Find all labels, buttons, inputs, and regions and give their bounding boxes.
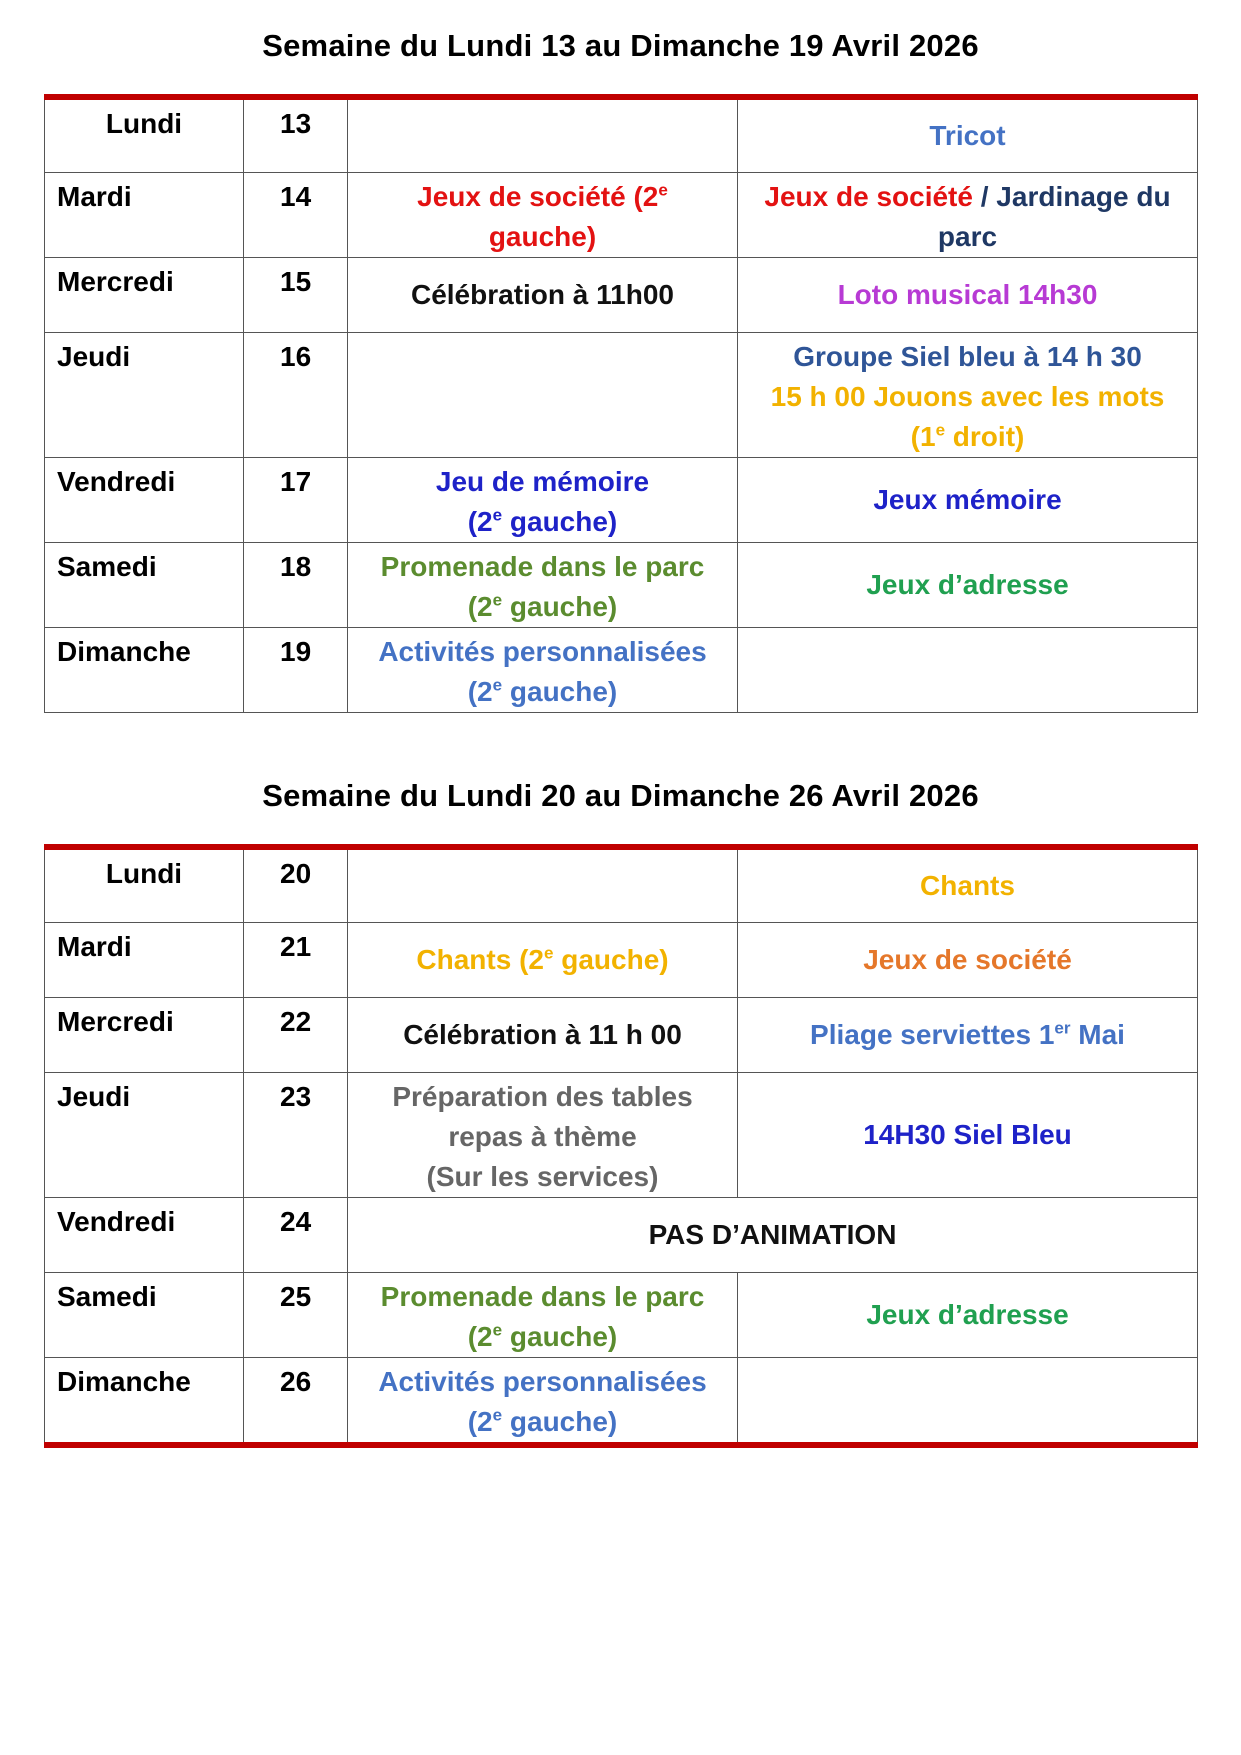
- date-cell: 13: [244, 97, 348, 172]
- morning-activity-cell: [348, 1272, 738, 1357]
- week-1-title: Semaine du Lundi 13 au Dimanche 19 Avril 2026: [262, 28, 979, 63]
- day-cell: Vendredi: [45, 1197, 244, 1272]
- activity-text: 14H30 Siel Bleu: [863, 1118, 1072, 1150]
- afternoon-activity-cell: [738, 847, 1198, 922]
- morning-activity-cell: [348, 172, 738, 257]
- afternoon-activity-cell: [738, 332, 1198, 457]
- activity-text: Préparation des tables: [392, 1080, 693, 1112]
- activity-text: Loto musical 14h30: [837, 278, 1098, 310]
- afternoon-activity-cell: [738, 1072, 1198, 1197]
- activity-text: (2e gauche): [467, 675, 618, 707]
- day-cell: Vendredi: [45, 457, 244, 542]
- morning-activity-cell: [348, 257, 738, 332]
- activity-text: repas à thème: [448, 1120, 637, 1152]
- table-row: [45, 257, 1198, 332]
- activity-text: (2e gauche): [467, 505, 618, 537]
- activity-text: 15 h 00 Jouons avec les mots: [770, 380, 1165, 412]
- table-row: [45, 1072, 1198, 1197]
- table-row: [45, 457, 1198, 542]
- date-cell: 19: [244, 627, 348, 712]
- activity-text: Chants: [920, 869, 1015, 901]
- afternoon-activity-cell: [738, 997, 1198, 1072]
- activity-text: Pliage serviettes 1er Mai: [810, 1018, 1125, 1050]
- afternoon-activity-cell: [738, 627, 1198, 712]
- date-cell: 14: [244, 172, 348, 257]
- table-row: [45, 847, 1198, 922]
- activity-text: (1e droit): [910, 420, 1025, 452]
- afternoon-activity-cell: [738, 922, 1198, 997]
- day-cell: Mardi: [45, 922, 244, 997]
- activity-text: (Sur les services): [426, 1160, 659, 1192]
- date-cell: 17: [244, 457, 348, 542]
- table-row: [45, 1197, 1198, 1272]
- day-cell: Samedi: [45, 542, 244, 627]
- activity-text: Célébration à 11h00: [410, 278, 674, 310]
- activity-text: Activités personnalisées: [378, 635, 707, 667]
- morning-activity-cell: [348, 457, 738, 542]
- morning-activity-cell: [348, 627, 738, 712]
- table-row: [45, 332, 1198, 457]
- activity-text: Chants (2e gauche): [416, 943, 669, 975]
- day-cell: Jeudi: [45, 1072, 244, 1197]
- activity-text: Promenade dans le parc: [380, 550, 705, 582]
- activity-text: Activités personnalisées: [378, 1365, 707, 1397]
- activity-text: parc: [937, 220, 998, 252]
- day-cell: Jeudi: [45, 332, 244, 457]
- day-cell: Mardi: [45, 172, 244, 257]
- activity-text: Jeux de société / Jardinage du: [764, 180, 1171, 212]
- activity-text: Groupe Siel bleu à 14 h 30: [793, 340, 1142, 372]
- morning-activity-cell: [348, 847, 738, 922]
- date-cell: 22: [244, 997, 348, 1072]
- week-2-schedule-table: [44, 844, 1198, 1448]
- table-row: [45, 627, 1198, 712]
- activity-text: Jeux d’adresse: [866, 568, 1069, 600]
- table-row: [45, 1272, 1198, 1357]
- day-cell: Samedi: [45, 1272, 244, 1357]
- activity-text: Jeux mémoire: [873, 483, 1062, 515]
- activity-text: Promenade dans le parc: [380, 1280, 705, 1312]
- activity-text: Jeu de mémoire: [435, 465, 650, 497]
- activity-text: (2e gauche): [467, 590, 618, 622]
- afternoon-activity-cell: [738, 457, 1198, 542]
- afternoon-activity-cell: [738, 257, 1198, 332]
- activity-text: Tricot: [929, 119, 1006, 151]
- date-cell: 23: [244, 1072, 348, 1197]
- date-cell: 18: [244, 542, 348, 627]
- afternoon-activity-cell: [738, 97, 1198, 172]
- activity-text: Célébration à 11 h 00: [403, 1018, 682, 1050]
- activity-text: Jeux de société (2e: [417, 180, 668, 212]
- morning-activity-cell: [348, 922, 738, 997]
- morning-activity-cell: [348, 542, 738, 627]
- day-cell: Dimanche: [45, 1357, 244, 1445]
- no-activity-merged-cell: PAS D’ANIMATION: [348, 1197, 1198, 1272]
- table-row: [45, 1357, 1198, 1445]
- date-cell: 25: [244, 1272, 348, 1357]
- day-cell: Mercredi: [45, 257, 244, 332]
- morning-activity-cell: [348, 997, 738, 1072]
- day-cell: Mercredi: [45, 997, 244, 1072]
- afternoon-activity-cell: [738, 1357, 1198, 1445]
- week-2-title: Semaine du Lundi 20 au Dimanche 26 Avril 2026: [262, 778, 979, 813]
- activity-text: Jeux de société: [863, 943, 1072, 975]
- date-cell: 24: [244, 1197, 348, 1272]
- date-cell: 15: [244, 257, 348, 332]
- day-cell: Dimanche: [45, 627, 244, 712]
- activity-text: Jeux d’adresse: [866, 1298, 1069, 1330]
- table-row: [45, 542, 1198, 627]
- day-cell: Lundi: [45, 97, 244, 172]
- date-cell: 26: [244, 1357, 348, 1445]
- day-cell: Lundi: [45, 847, 244, 922]
- date-cell: 16: [244, 332, 348, 457]
- date-cell: 20: [244, 847, 348, 922]
- morning-activity-cell: [348, 97, 738, 172]
- activity-text: (2e gauche): [467, 1320, 618, 1352]
- morning-activity-cell: [348, 332, 738, 457]
- afternoon-activity-cell: [738, 542, 1198, 627]
- afternoon-activity-cell: [738, 1272, 1198, 1357]
- morning-activity-cell: [348, 1357, 738, 1445]
- table-row: [45, 172, 1198, 257]
- afternoon-activity-cell: [738, 172, 1198, 257]
- table-row: [45, 997, 1198, 1072]
- activity-text: (2e gauche): [467, 1405, 618, 1437]
- table-row: [45, 97, 1198, 172]
- week-1-schedule-table: [44, 94, 1198, 713]
- activity-text: gauche): [488, 220, 597, 252]
- morning-activity-cell: [348, 1072, 738, 1197]
- date-cell: 21: [244, 922, 348, 997]
- table-row: [45, 922, 1198, 997]
